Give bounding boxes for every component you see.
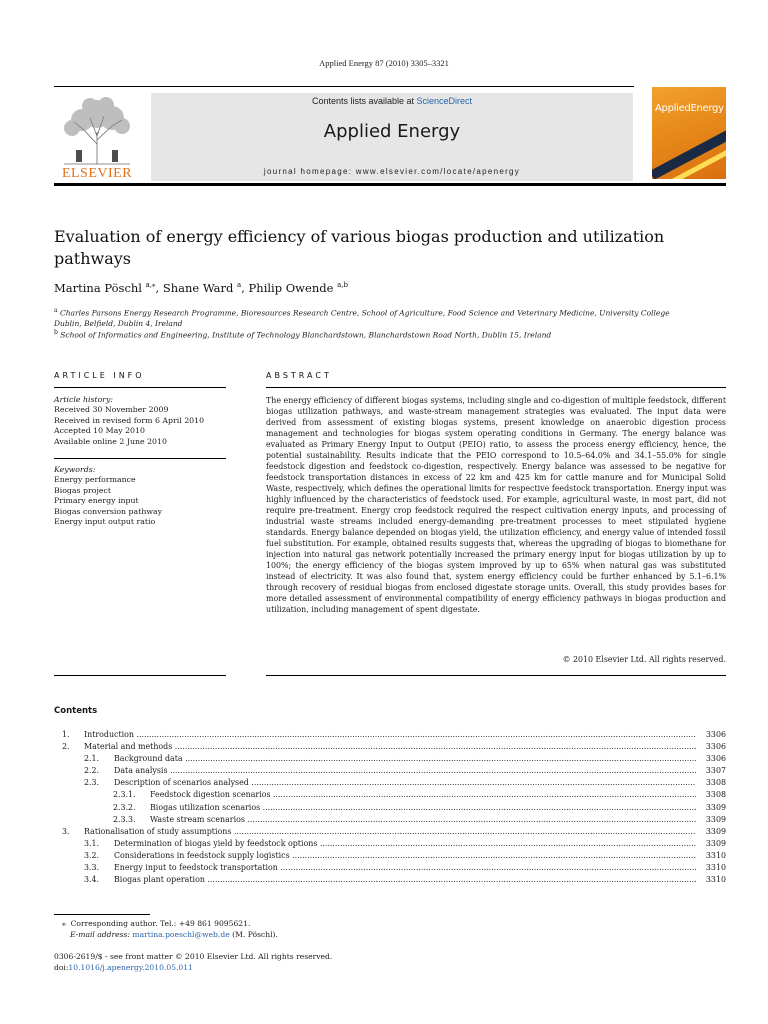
- doi-prefix: doi:: [54, 963, 69, 972]
- keywords-block: [54, 465, 226, 527]
- journal-cover-thumbnail[interactable]: [652, 87, 726, 179]
- affiliation-marker: a: [54, 307, 58, 314]
- article-history: [54, 395, 226, 447]
- toc-number: 1.: [62, 730, 70, 739]
- journal-homepage[interactable]: journal homepage: www.elsevier.com/locate/apenergy: [263, 167, 521, 176]
- toc-title: Biogas utilization scenarios .....: [150, 802, 696, 814]
- toc-number: 2.1.: [84, 754, 100, 764]
- elsevier-tree-icon: [54, 92, 140, 166]
- history-item: Received 30 November 2009: [54, 405, 169, 415]
- toc-entry[interactable]: [62, 814, 726, 826]
- keyword-item: Primary energy input: [54, 496, 139, 506]
- toc-number: 2.3.3.: [113, 814, 136, 824]
- toc-title: Data analysis .....: [114, 765, 696, 777]
- toc-title: Biogas plant operation .....: [114, 874, 696, 886]
- email-suffix: (M. Pöschl).: [232, 930, 278, 939]
- email-label: E-mail address:: [70, 930, 130, 939]
- toc-page-number: 3306: [696, 729, 726, 741]
- toc-page-number: 3309: [696, 838, 726, 850]
- contents-heading: Contents: [54, 706, 98, 716]
- toc-page-number: 3308: [696, 777, 726, 789]
- header-bottom-rule: [54, 183, 726, 186]
- keyword-item: Energy performance: [54, 475, 136, 485]
- toc-entry[interactable]: [62, 753, 726, 765]
- author-name[interactable]: Shane Ward: [162, 281, 234, 295]
- toc-page-number: 3309: [696, 814, 726, 826]
- abstract-bottom-rule: [266, 675, 726, 676]
- corresponding-text: Corresponding author. Tel.: +49 861 9095621.: [70, 919, 251, 928]
- article-info-rule: [54, 387, 226, 388]
- author-name[interactable]: Martina Pöschl: [54, 281, 142, 295]
- author-affiliation-marker[interactable]: a,b: [337, 281, 348, 290]
- author-affiliation-marker[interactable]: a: [237, 281, 242, 290]
- doi-line: [54, 963, 454, 973]
- toc-number: 3.: [62, 826, 70, 836]
- toc-entry[interactable]: [62, 729, 726, 741]
- doi-link[interactable]: 10.1016/j.apenergy.2010.05.011: [68, 963, 193, 972]
- affiliation-b: [54, 328, 694, 341]
- journal-title: Applied Energy: [323, 121, 461, 142]
- toc-page-number: 3309: [696, 826, 726, 838]
- email-note: [70, 930, 470, 940]
- toc-entry[interactable]: [62, 802, 726, 814]
- abstract-rule: [266, 387, 726, 388]
- history-divider: [54, 458, 226, 459]
- footnote-rule: [54, 914, 150, 915]
- toc-number: 2.: [62, 742, 70, 752]
- article-info-bottom-rule: [54, 675, 226, 676]
- keyword-item: Biogas conversion pathway: [54, 506, 163, 516]
- toc-page-number: 3309: [696, 802, 726, 814]
- keyword-item: Biogas project: [54, 485, 111, 495]
- abstract-text: The energy efficiency of different biogas systems, including single and co-digestion of multiple feedstock, different biogas utilization pathways, and waste-stream management strategies was evaluated. The input data were derived from assessment of existing biogas systems, present knowledge on anaerobic digestion process management and technologies for biogas system operating conditions in Germany. The energy balance was evaluated as Primary Energy Input to Output (PEIO) ratio, to assess the process energy efficiency, hence, the potential sustainability. Results indicate that the PEIO correspond to 10.5–64.0% and 34.1–55.0% for single feedstock digestion and feedstock co-digestion, respectively. Energy balance was assessed to be negative for feedstock transportation distances in excess of 22 km and 425 km for cattle manure and for Municipal Solid Waste, respectively, which defines the operational limits for respective feedstock transportation. Energy input was highly influenced by the characteristics of feedstock used. For example, agricultural waste, in most part, did not require pre-treatment. Energy crop feedstock required the respect cultivation energy inputs, and processing of industrial waste streams included energy-demanding pre-treatment processes to meet stipulated hygiene standards. Energy balance depended on biogas yield, the utilization efficiency, and energy value of intended fossil fuel substitution. For example, obtained results suggests that, whereas the upgrading of biogas to biomethane for injection into natural gas network potentially increased the primary energy input for biogas utilization by up to 100%; the energy efficiency of the biogas system improved by up to 65% when natural gas was substituted instead of electricity. It was also found that, system energy efficiency could be further enhanced by 5.1–6.1% through recovery of residual biogas from enclosed digestate storage units. Overall, this study provides bases for more detailed assessment of environmental compatibility of energy efficiency pathways in biogas production and utilization, including management of spent digestate.: [266, 396, 726, 614]
- toc-number: 3.1.: [84, 838, 100, 848]
- journal-citation: Applied Energy 87 (2010) 3305–3321: [319, 58, 449, 68]
- sciencedirect-link[interactable]: ScienceDirect: [416, 96, 473, 106]
- corresponding-mark: ⁎: [62, 919, 66, 928]
- keyword-item: Energy input output ratio: [54, 517, 156, 527]
- elsevier-wordmark: ELSEVIER: [61, 166, 133, 181]
- journal-banner: [151, 93, 633, 181]
- article-title: Evaluation of energy efficiency of various biogas production and utilization pathways: [54, 227, 665, 268]
- toc-entry[interactable]: [62, 777, 726, 789]
- toc-title: Energy input to feedstock transportation .....: [114, 862, 696, 874]
- affiliation-text: School of Informatics and Engineering, Institute of Technology Blanchardstown, Blanchardstown Road North, Dublin 15, Ireland: [60, 330, 552, 340]
- author-list: Martina Pöschl $^{a,⁎}$, Shane Ward $^a$, Philip Owende $^{a,b}$: [54, 281, 348, 295]
- affiliation-a: [54, 306, 694, 330]
- affiliation-marker: b: [54, 329, 58, 336]
- toc-number: 2.3.: [84, 778, 100, 788]
- toc-entry[interactable]: [62, 838, 726, 850]
- header-top-rule: [54, 86, 634, 87]
- toc-number: 2.2.: [84, 766, 100, 776]
- email-link[interactable]: martina.poeschl@web.de: [132, 930, 230, 939]
- elsevier-logo[interactable]: [54, 92, 140, 182]
- toc-entry[interactable]: [62, 826, 726, 838]
- toc-page-number: 3306: [696, 753, 726, 765]
- history-item: Available online 2 June 2010: [54, 436, 167, 446]
- toc-entry[interactable]: [62, 765, 726, 777]
- author-name[interactable]: Philip Owende: [248, 281, 334, 295]
- toc-title: Waste stream scenarios .....: [150, 814, 696, 826]
- toc-entry[interactable]: [62, 741, 726, 753]
- issn-line: 0306-2619/$ - see front matter © 2010 Elsevier Ltd. All rights reserved.: [54, 952, 333, 961]
- abstract-heading: ABSTRACT: [266, 371, 332, 380]
- affiliation-text: Charles Parsons Energy Research Programme, Bioresources Research Centre, School of Agriculture, Food Science and Veterinary Medicine, University College Dublin, Belfield, Dublin 4, Ireland: [54, 308, 670, 328]
- toc-title: Rationalisation of study assumptions .....: [84, 826, 696, 838]
- toc-number: 2.3.1.: [113, 790, 136, 800]
- cover-title: AppliedEnergy: [655, 103, 724, 114]
- toc-title: Background data .....: [114, 753, 696, 765]
- history-item: Received in revised form 6 April 2010: [54, 415, 205, 425]
- toc-page-number: 3310: [696, 862, 726, 874]
- toc-number: 3.3.: [84, 863, 100, 873]
- author-affiliation-marker[interactable]: a,⁎: [145, 281, 156, 290]
- corresponding-author-note: [62, 919, 462, 929]
- toc-number: 3.4.: [84, 875, 100, 885]
- abstract-copyright: © 2010 Elsevier Ltd. All rights reserved.: [562, 655, 726, 664]
- contents-available-line: [151, 96, 633, 106]
- toc-title: Feedstock digestion scenarios .....: [150, 789, 696, 801]
- toc-title: Introduction .....: [84, 729, 696, 741]
- toc-title: Considerations in feedstock supply logistics .....: [114, 850, 696, 862]
- toc-number: 2.3.2.: [113, 802, 136, 812]
- table-of-contents: [62, 729, 726, 886]
- toc-title: Determination of biogas yield by feedstock options .....: [114, 838, 696, 850]
- article-info-heading: ARTICLE INFO: [54, 371, 145, 380]
- toc-page-number: 3310: [696, 874, 726, 886]
- toc-page-number: 3310: [696, 850, 726, 862]
- toc-entry[interactable]: [62, 850, 726, 862]
- keywords-label: Keywords:: [54, 465, 96, 474]
- history-item: Accepted 10 May 2010: [54, 426, 145, 436]
- toc-page-number: 3307: [696, 765, 726, 777]
- toc-page-number: 3306: [696, 741, 726, 753]
- toc-title: Description of scenarios analysed .....: [114, 777, 696, 789]
- toc-entry[interactable]: [62, 862, 726, 874]
- history-label: Article history:: [54, 395, 114, 404]
- contents-prefix: Contents lists available at: [311, 96, 417, 106]
- toc-entry[interactable]: [62, 874, 726, 886]
- toc-number: 3.2.: [84, 850, 100, 860]
- toc-entry[interactable]: [62, 789, 726, 801]
- toc-title: Material and methods .....: [84, 741, 696, 753]
- toc-page-number: 3308: [696, 789, 726, 801]
